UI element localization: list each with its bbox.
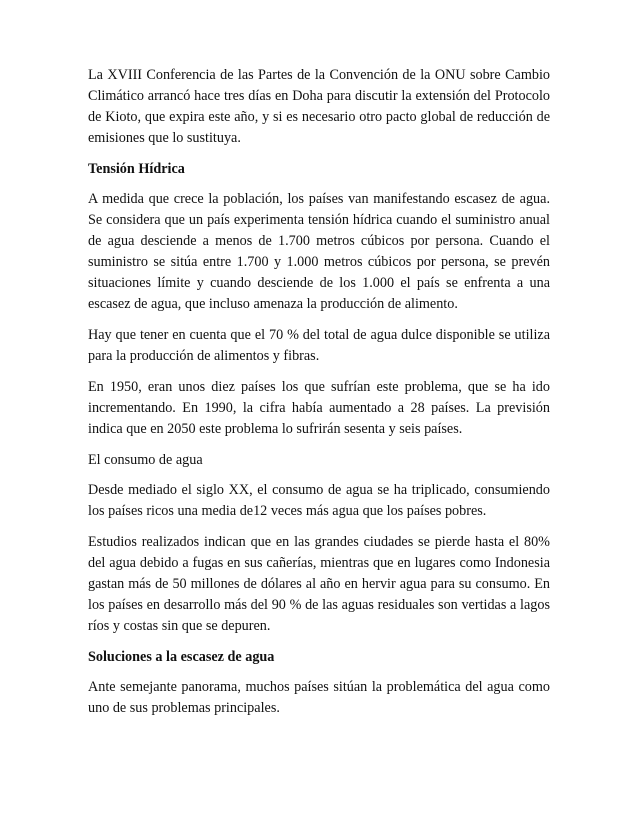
- body-paragraph: Ante semejante panorama, muchos países sitúan la problemática del agua como uno de sus problemas principales.: [88, 679, 550, 716]
- intro-paragraph: La XVIII Conferencia de las Partes de la Convención de la ONU sobre Cambio Climático arrancó hace tres días en Doha para discutir la extensión del Protocolo de Kioto, que expira este año, y si es necesario otro pacto global de reducción de emisiones que lo sustituya.: [88, 67, 550, 146]
- section-heading-tension-hidrica: Tensión Hídrica: [88, 161, 185, 177]
- body-paragraph: A medida que crece la población, los países van manifestando escasez de agua. Se considera que un país experimenta tensión hídrica cuando el suministro anual de agua desciende a menos de 1.700 metros cúbicos por persona. Cuando el suministro se sitúa entre 1.700 y 1.000 metros cúbicos por persona, se prevén situaciones límite y cuando desciende de los 1.000 el país se enfrenta a una escasez de agua, que incluso amenaza la producción de alimento.: [88, 191, 550, 312]
- body-paragraph: Estudios realizados indican que en las grandes ciudades se pierde hasta el 80% del agua debido a fugas en sus cañerías, mientras que en lugares como Indonesia gastan más de 50 millones de dólares al año en hervir agua para su consumo. En los países en desarrollo más del 90 % de las aguas residuales son vertidas a lagos ríos y costas sin que se depuren.: [88, 534, 550, 634]
- body-paragraph: En 1950, eran unos diez países los que sufrían este problema, que se ha ido incrementando. En 1990, la cifra había aumentado a 28 países. La previsión indica que en 2050 este problema lo sufrirán sesenta y seis países.: [88, 379, 550, 437]
- section-heading-soluciones: Soluciones a la escasez de agua: [88, 649, 275, 665]
- body-paragraph: Hay que tener en cuenta que el 70 % del total de agua dulce disponible se utiliza para la producción de alimentos y fibras.: [88, 327, 550, 364]
- section-subheading-consumo: El consumo de agua: [88, 452, 203, 468]
- body-paragraph: Desde mediado el siglo XX, el consumo de agua se ha triplicado, consumiendo los países ricos una media de12 veces más agua que los países pobres.: [88, 482, 550, 519]
